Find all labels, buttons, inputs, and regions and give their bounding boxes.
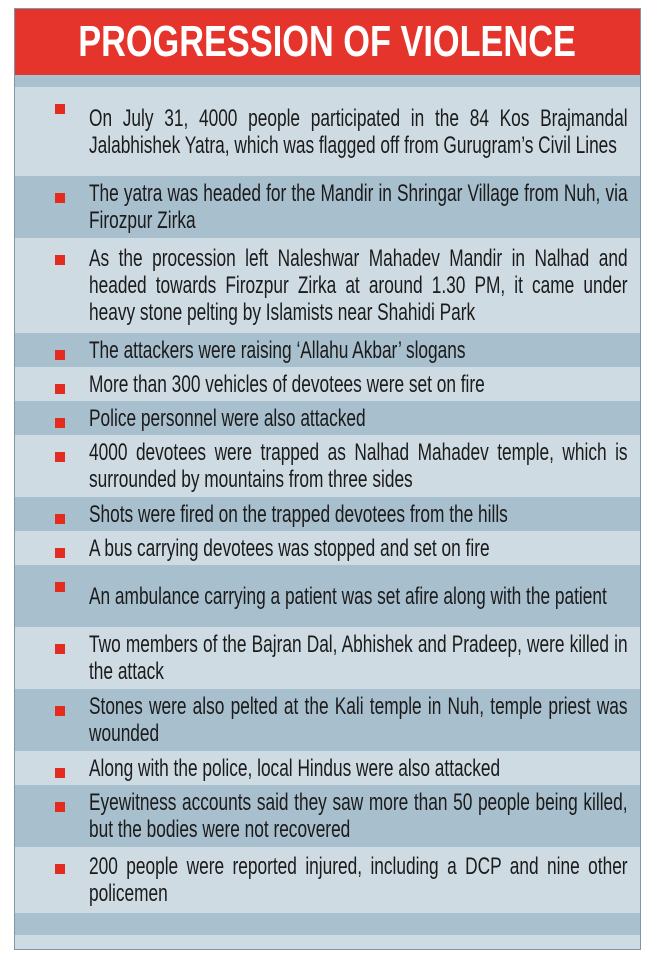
infobox-title: PROGRESSION OF VIOLENCE [78,17,577,66]
bullet-icon [55,350,65,360]
bullet-icon [55,548,65,558]
bottom-band [15,913,640,935]
list-item [15,435,640,497]
list-item-text: Eyewitness accounts said they saw more than 50 people being killed, but the bodies were not recovered [89,789,628,843]
list-item-text: The yatra was headed for the Mandir in Shringar Village from Nuh, via Firozpur Zirka [89,180,628,234]
bullet-icon [55,644,65,654]
bullet-icon [55,384,65,394]
list-item-text: On July 31, 4000 people participated in the 84 Kos Brajmandal Jalabhishek Yatra, which was flagged off from Gurugram’s Civil Lines [89,104,628,159]
list-item-text: Two members of the Bajran Dal, Abhishek and Pradeep, were killed in the attack [89,631,628,685]
list-item [15,87,640,176]
list-item [15,401,640,435]
list-item-text: A bus carrying devotees was stopped and set on fire [89,534,490,562]
list-item [15,333,640,367]
list-item-text: Along with the police, local Hindus were also attacked [89,754,501,782]
bullet-icon [55,768,65,778]
list-item [15,367,640,401]
bullet-icon [55,193,65,203]
list-item-text: Police personnel were also attacked [89,404,366,432]
list-item-text: The attackers were raising ‘Allahu Akbar’ slogans [89,336,466,364]
bullet-icon [55,452,65,462]
list-item [15,176,640,238]
bullet-icon [55,418,65,428]
top-band [15,75,640,87]
list-item-text: Stones were also pelted at the Kali temple in Nuh, temple priest was wounded [89,693,628,747]
list-item-text: 200 people were reported injured, including a DCP and nine other policemen [89,853,628,907]
title-bar [15,9,640,75]
bullet-icon [55,255,65,265]
bullet-icon [55,514,65,524]
list-item [15,238,640,333]
list-item [15,497,640,531]
list-item [15,847,640,913]
list-item [15,751,640,785]
bullet-icon [55,582,65,592]
bullet-icon [55,706,65,716]
list-item-text: As the procession left Naleshwar Mahadev Mandir in Nalhad and headed towards Firozpur Zirka at around 1.30 PM, it came under heavy stone pelting by Islamists near Shahidi Park [89,245,628,326]
list-item-text: An ambulance carrying a patient was set afire along with the patient [89,582,607,610]
list-item [15,565,640,627]
list-item-text: Shots were fired on the trapped devotees from the hills [89,500,508,528]
bullet-icon [55,802,65,812]
list-item [15,689,640,751]
bullet-icon [55,864,65,874]
list-item [15,785,640,847]
list-item-text: More than 300 vehicles of devotees were set on fire [89,370,485,398]
infobox [14,8,641,950]
bullet-icon [55,104,65,114]
list-item-text: 4000 devotees were trapped as Nalhad Mahadev temple, which is surrounded by mountains from three sides [89,439,628,493]
list-item [15,531,640,565]
list-item [15,627,640,689]
